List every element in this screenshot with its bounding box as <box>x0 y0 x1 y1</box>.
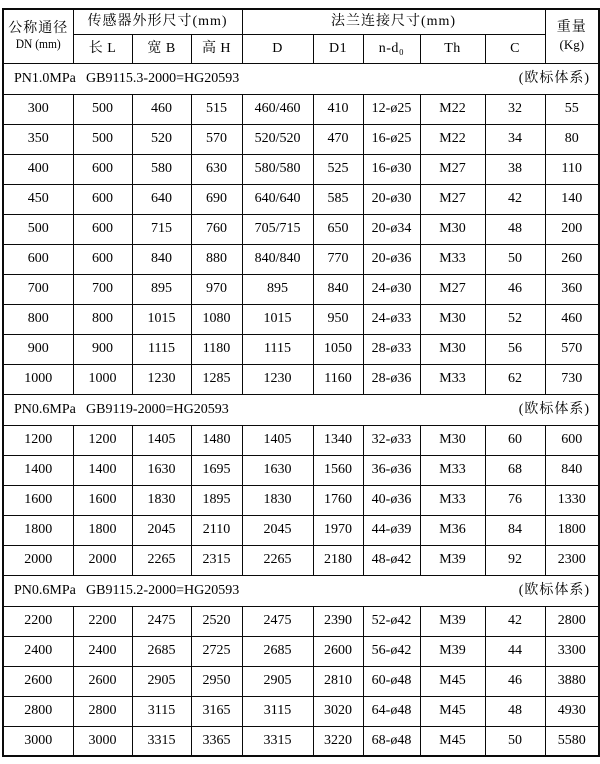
table-cell: 950 <box>313 304 363 334</box>
header-d1: D1 <box>313 34 363 63</box>
table-cell: 68 <box>485 455 545 485</box>
table-cell: M22 <box>420 94 485 124</box>
table-cell: 760 <box>191 214 242 244</box>
table-cell: 60-ø48 <box>363 666 420 696</box>
table-row <box>3 606 599 636</box>
table-cell: 1970 <box>313 515 363 545</box>
table-cell: M45 <box>420 666 485 696</box>
table-cell: 840 <box>545 455 599 485</box>
table-cell: 28-ø33 <box>363 334 420 364</box>
table-row <box>3 515 599 545</box>
cell-dn: 600 <box>3 244 73 274</box>
table-cell: 48-ø42 <box>363 545 420 575</box>
table-cell: 1080 <box>191 304 242 334</box>
table-cell: 42 <box>485 184 545 214</box>
cell-dn: 700 <box>3 274 73 304</box>
table-cell: 1760 <box>313 485 363 515</box>
table-cell: M33 <box>420 244 485 274</box>
section-header-content <box>4 583 598 598</box>
table-row <box>3 364 599 394</box>
cell-dn: 450 <box>3 184 73 214</box>
table-cell: 520 <box>132 124 191 154</box>
table-cell: 260 <box>545 244 599 274</box>
table-cell: 1285 <box>191 364 242 394</box>
header-c: C <box>485 34 545 63</box>
table-cell: 1160 <box>313 364 363 394</box>
table-cell: M30 <box>420 304 485 334</box>
table-cell: M39 <box>420 636 485 666</box>
header-weight-unit: (Kg) <box>559 36 585 52</box>
table-cell: 3315 <box>132 726 191 756</box>
table-cell: 690 <box>191 184 242 214</box>
table-cell: 500 <box>73 124 132 154</box>
table-cell: 3300 <box>545 636 599 666</box>
table-cell: 840/840 <box>242 244 313 274</box>
table-cell: M30 <box>420 425 485 455</box>
table-cell: 1600 <box>73 485 132 515</box>
section-standard-note: (欧标体系) <box>518 401 591 417</box>
table-cell: 2685 <box>242 636 313 666</box>
table-row <box>3 455 599 485</box>
table-cell: 3000 <box>73 726 132 756</box>
table-cell: 3115 <box>242 696 313 726</box>
table-cell: 1830 <box>132 485 191 515</box>
table-cell: 38 <box>485 154 545 184</box>
cell-dn: 500 <box>3 214 73 244</box>
table-cell: 28-ø36 <box>363 364 420 394</box>
table-cell: 1000 <box>73 364 132 394</box>
table-cell: 64-ø48 <box>363 696 420 726</box>
table-cell: 2950 <box>191 666 242 696</box>
table-cell: 1480 <box>191 425 242 455</box>
table-row <box>3 696 599 726</box>
table-cell: 84 <box>485 515 545 545</box>
cell-dn: 1000 <box>3 364 73 394</box>
table-cell: 895 <box>132 274 191 304</box>
section-pressure-rating: PN0.6MPa <box>14 582 76 598</box>
table-cell: M33 <box>420 455 485 485</box>
table-cell: M39 <box>420 606 485 636</box>
table-cell: M45 <box>420 726 485 756</box>
dimension-table <box>2 8 600 757</box>
table-cell: 1115 <box>242 334 313 364</box>
cell-dn: 900 <box>3 334 73 364</box>
table-cell: 3220 <box>313 726 363 756</box>
table-cell: 1630 <box>132 455 191 485</box>
table-cell: 2475 <box>242 606 313 636</box>
table-cell: 2600 <box>313 636 363 666</box>
cell-dn: 3000 <box>3 726 73 756</box>
table-cell: 3365 <box>191 726 242 756</box>
table-cell: 2800 <box>545 606 599 636</box>
table-cell: 1560 <box>313 455 363 485</box>
table-cell: 2000 <box>73 545 132 575</box>
table-cell: 900 <box>73 334 132 364</box>
table-cell: 44 <box>485 636 545 666</box>
table-cell: 1200 <box>73 425 132 455</box>
section-header-row <box>3 394 599 425</box>
header-height-h: 高 H <box>191 34 242 63</box>
table-cell: 840 <box>313 274 363 304</box>
table-cell: 2600 <box>73 666 132 696</box>
header-nominal-diameter <box>3 9 73 63</box>
table-cell: 525 <box>313 154 363 184</box>
table-cell: 1050 <box>313 334 363 364</box>
table-header <box>3 9 599 63</box>
section-header-cell <box>3 394 599 425</box>
cell-dn: 1800 <box>3 515 73 545</box>
table-cell: 1180 <box>191 334 242 364</box>
table-cell: 50 <box>485 726 545 756</box>
table-cell: 600 <box>73 154 132 184</box>
header-weight <box>545 9 599 63</box>
header-row-subcolumns <box>3 34 599 63</box>
table-cell: 3315 <box>242 726 313 756</box>
section-standard-note: (欧标体系) <box>518 70 591 86</box>
section-header-cell <box>3 63 599 94</box>
table-cell: M30 <box>420 214 485 244</box>
table-cell: 360 <box>545 274 599 304</box>
table-cell: 895 <box>242 274 313 304</box>
table-cell: 68-ø48 <box>363 726 420 756</box>
table-cell: 3115 <box>132 696 191 726</box>
table-cell: 570 <box>191 124 242 154</box>
table-cell: 20-ø36 <box>363 244 420 274</box>
cell-dn: 2000 <box>3 545 73 575</box>
table-cell: 2110 <box>191 515 242 545</box>
header-d: D <box>242 34 313 63</box>
table-cell: 60 <box>485 425 545 455</box>
table-cell: 34 <box>485 124 545 154</box>
table-cell: 2520 <box>191 606 242 636</box>
table-cell: 16-ø25 <box>363 124 420 154</box>
table-cell: 5580 <box>545 726 599 756</box>
table-body <box>3 63 599 756</box>
table-cell: 515 <box>191 94 242 124</box>
table-row <box>3 214 599 244</box>
table-row <box>3 666 599 696</box>
table-cell: 46 <box>485 666 545 696</box>
table-cell: 36-ø36 <box>363 455 420 485</box>
table-cell: M27 <box>420 154 485 184</box>
table-cell: 140 <box>545 184 599 214</box>
table-cell: 76 <box>485 485 545 515</box>
table-cell: 1230 <box>242 364 313 394</box>
table-cell: 62 <box>485 364 545 394</box>
table-cell: 1230 <box>132 364 191 394</box>
table-cell: 770 <box>313 244 363 274</box>
header-th: Th <box>420 34 485 63</box>
table-cell: 2810 <box>313 666 363 696</box>
table-cell: 570 <box>545 334 599 364</box>
table-cell: M45 <box>420 696 485 726</box>
section-pressure-rating: PN1.0MPa <box>14 70 76 86</box>
table-cell: 20-ø34 <box>363 214 420 244</box>
table-row <box>3 274 599 304</box>
table-cell: 44-ø39 <box>363 515 420 545</box>
header-flange-dimensions-group: 法兰连接尺寸(mm) <box>242 9 545 34</box>
table-cell: 48 <box>485 214 545 244</box>
table-cell: 2800 <box>73 696 132 726</box>
table-row <box>3 334 599 364</box>
table-cell: 585 <box>313 184 363 214</box>
section-standard-code: GB9115.2-2000=HG20593 <box>86 582 240 598</box>
table-cell: 24-ø33 <box>363 304 420 334</box>
table-cell: 640/640 <box>242 184 313 214</box>
table-cell: 2390 <box>313 606 363 636</box>
table-cell: 730 <box>545 364 599 394</box>
table-cell: 1400 <box>73 455 132 485</box>
table-cell: M39 <box>420 545 485 575</box>
table-row <box>3 726 599 756</box>
table-row <box>3 94 599 124</box>
table-cell: 650 <box>313 214 363 244</box>
table-row <box>3 124 599 154</box>
table-cell: 32-ø33 <box>363 425 420 455</box>
table-row <box>3 184 599 214</box>
cell-dn: 2800 <box>3 696 73 726</box>
table-cell: 580 <box>132 154 191 184</box>
table-cell: M27 <box>420 184 485 214</box>
table-cell: M33 <box>420 485 485 515</box>
header-n-d0: n-d₀ <box>363 34 420 63</box>
table-cell: 600 <box>73 244 132 274</box>
table-cell: 500 <box>73 94 132 124</box>
table-cell: 705/715 <box>242 214 313 244</box>
table-cell: 2265 <box>242 545 313 575</box>
table-cell: 48 <box>485 696 545 726</box>
table-cell: 1695 <box>191 455 242 485</box>
table-cell: 92 <box>485 545 545 575</box>
table-cell: 1800 <box>73 515 132 545</box>
table-cell: 1630 <box>242 455 313 485</box>
table-cell: 1330 <box>545 485 599 515</box>
table-row <box>3 244 599 274</box>
table-cell: 470 <box>313 124 363 154</box>
table-cell: 2045 <box>132 515 191 545</box>
table-cell: 840 <box>132 244 191 274</box>
table-cell: 2265 <box>132 545 191 575</box>
table-cell: 2905 <box>132 666 191 696</box>
table-cell: 12-ø25 <box>363 94 420 124</box>
cell-dn: 2600 <box>3 666 73 696</box>
table-cell: 56-ø42 <box>363 636 420 666</box>
table-cell: 3880 <box>545 666 599 696</box>
table-cell: 2685 <box>132 636 191 666</box>
table-cell: 2905 <box>242 666 313 696</box>
table-cell: 3020 <box>313 696 363 726</box>
table-cell: 46 <box>485 274 545 304</box>
cell-dn: 2200 <box>3 606 73 636</box>
table-cell: 1830 <box>242 485 313 515</box>
header-nominal-diameter-cn: 公称通径 <box>8 20 69 36</box>
table-cell: 460 <box>545 304 599 334</box>
table-cell: 970 <box>191 274 242 304</box>
table-cell: 580/580 <box>242 154 313 184</box>
spec-sheet-page <box>0 8 600 764</box>
table-cell: 460/460 <box>242 94 313 124</box>
table-cell: 600 <box>73 214 132 244</box>
table-cell: 1015 <box>132 304 191 334</box>
table-cell: 52 <box>485 304 545 334</box>
table-row <box>3 545 599 575</box>
table-cell: 715 <box>132 214 191 244</box>
table-cell: 1115 <box>132 334 191 364</box>
table-cell: 460 <box>132 94 191 124</box>
table-row <box>3 154 599 184</box>
table-cell: 16-ø30 <box>363 154 420 184</box>
table-cell: 640 <box>132 184 191 214</box>
table-row <box>3 485 599 515</box>
table-cell: 80 <box>545 124 599 154</box>
section-standard-note: (欧标体系) <box>518 582 591 598</box>
table-cell: 2200 <box>73 606 132 636</box>
cell-dn: 1200 <box>3 425 73 455</box>
table-cell: 2300 <box>545 545 599 575</box>
table-cell: 600 <box>73 184 132 214</box>
table-cell: M22 <box>420 124 485 154</box>
table-cell: 56 <box>485 334 545 364</box>
table-cell: 410 <box>313 94 363 124</box>
table-cell: 1800 <box>545 515 599 545</box>
header-nominal-diameter-unit: DN (mm) <box>15 37 61 52</box>
section-header-cell <box>3 575 599 606</box>
section-header-row <box>3 575 599 606</box>
table-cell: 32 <box>485 94 545 124</box>
header-weight-cn: 重量 <box>556 20 587 36</box>
cell-dn: 1600 <box>3 485 73 515</box>
section-header-row <box>3 63 599 94</box>
table-cell: 700 <box>73 274 132 304</box>
table-cell: 520/520 <box>242 124 313 154</box>
section-pressure-rating: PN0.6MPa <box>14 401 76 417</box>
table-cell: 50 <box>485 244 545 274</box>
header-width-b: 宽 B <box>132 34 191 63</box>
table-cell: 880 <box>191 244 242 274</box>
header-row-groups <box>3 9 599 34</box>
table-row <box>3 304 599 334</box>
table-cell: 800 <box>73 304 132 334</box>
table-row <box>3 636 599 666</box>
table-cell: M27 <box>420 274 485 304</box>
table-cell: 2475 <box>132 606 191 636</box>
table-cell: 1340 <box>313 425 363 455</box>
cell-dn: 1400 <box>3 455 73 485</box>
cell-dn: 300 <box>3 94 73 124</box>
table-cell: 1015 <box>242 304 313 334</box>
table-cell: 2180 <box>313 545 363 575</box>
table-cell: 110 <box>545 154 599 184</box>
cell-dn: 2400 <box>3 636 73 666</box>
table-cell: M33 <box>420 364 485 394</box>
table-cell: 55 <box>545 94 599 124</box>
table-cell: 2400 <box>73 636 132 666</box>
section-header-content <box>4 71 598 86</box>
table-cell: 1405 <box>132 425 191 455</box>
table-cell: 42 <box>485 606 545 636</box>
table-cell: 3165 <box>191 696 242 726</box>
table-cell: 2045 <box>242 515 313 545</box>
table-cell: M30 <box>420 334 485 364</box>
table-cell: M36 <box>420 515 485 545</box>
cell-dn: 800 <box>3 304 73 334</box>
table-cell: 200 <box>545 214 599 244</box>
section-header-content <box>4 402 598 417</box>
header-length-l: 长 L <box>73 34 132 63</box>
table-cell: 600 <box>545 425 599 455</box>
table-cell: 52-ø42 <box>363 606 420 636</box>
table-cell: 1405 <box>242 425 313 455</box>
table-row <box>3 425 599 455</box>
table-cell: 1895 <box>191 485 242 515</box>
table-cell: 2725 <box>191 636 242 666</box>
section-standard-code: GB9115.3-2000=HG20593 <box>86 70 240 86</box>
cell-dn: 350 <box>3 124 73 154</box>
table-cell: 20-ø30 <box>363 184 420 214</box>
cell-dn: 400 <box>3 154 73 184</box>
table-cell: 2315 <box>191 545 242 575</box>
table-cell: 4930 <box>545 696 599 726</box>
section-standard-code: GB9119-2000=HG20593 <box>86 401 229 417</box>
header-sensor-dimensions-group: 传感器外形尺寸(mm) <box>73 9 242 34</box>
table-cell: 40-ø36 <box>363 485 420 515</box>
table-cell: 24-ø30 <box>363 274 420 304</box>
table-cell: 630 <box>191 154 242 184</box>
